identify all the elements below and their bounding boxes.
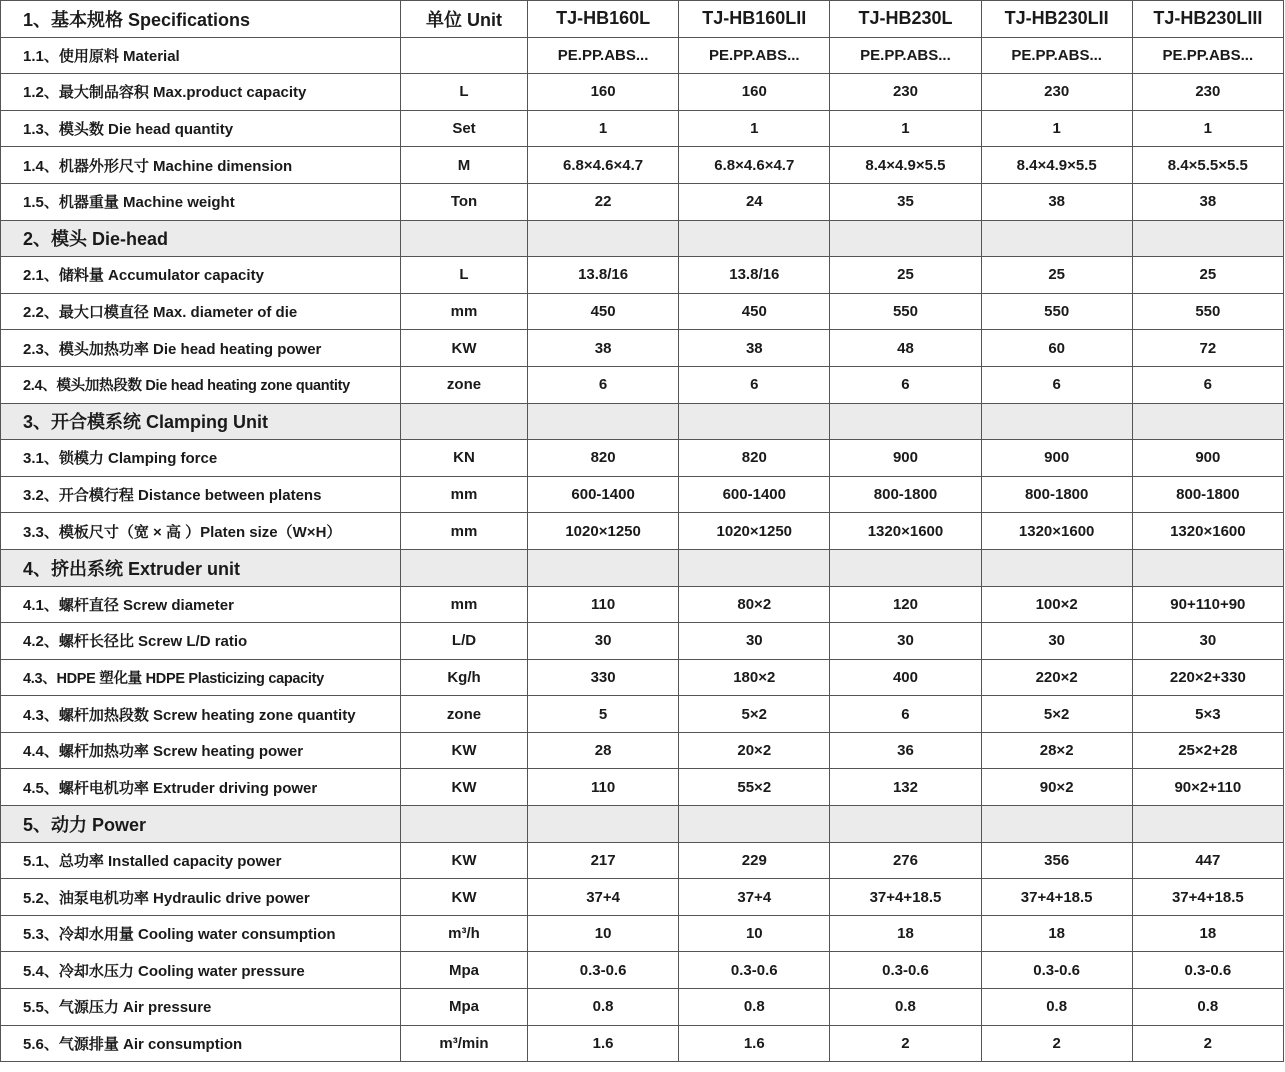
- value-cell: 25: [1132, 257, 1283, 294]
- value-cell: 1: [830, 110, 981, 147]
- row-label: 4.3、螺杆加热段数 Screw heating zone quantity: [1, 696, 401, 733]
- row-unit: Kg/h: [401, 659, 528, 696]
- value-cell: 1: [528, 110, 679, 147]
- value-cell: PE.PP.ABS...: [830, 37, 981, 74]
- section-title: 2、模头 Die-head: [1, 220, 401, 257]
- row-unit: L/D: [401, 623, 528, 660]
- table-row: [1, 842, 1284, 879]
- value-cell: 0.8: [528, 989, 679, 1026]
- value-cell: 0.8: [679, 989, 830, 1026]
- row-label: 5.6、气源排量 Air consumption: [1, 1025, 401, 1062]
- value-cell: 38: [1132, 183, 1283, 220]
- value-cell: 13.8/16: [528, 257, 679, 294]
- value-cell: 18: [981, 915, 1132, 952]
- value-cell: 30: [830, 623, 981, 660]
- value-cell: 0.8: [1132, 989, 1283, 1026]
- row-unit: m³/min: [401, 1025, 528, 1062]
- value-cell: 18: [830, 915, 981, 952]
- unit-header: 单位 Unit: [401, 1, 528, 38]
- value-cell: 6: [679, 366, 830, 403]
- row-unit: KW: [401, 769, 528, 806]
- row-unit: m³/h: [401, 915, 528, 952]
- table-row: [1, 257, 1284, 294]
- table-row: [1, 74, 1284, 111]
- row-label: 4.3、HDPE 塑化量 HDPE Plasticizing capacity: [1, 659, 401, 696]
- value-cell: 160: [679, 74, 830, 111]
- value-cell: PE.PP.ABS...: [1132, 37, 1283, 74]
- value-cell: 276: [830, 842, 981, 879]
- value-cell: 20×2: [679, 732, 830, 769]
- row-label: 2.4、模头加热段数 Die head heating zone quantity: [1, 366, 401, 403]
- value-cell: 1320×1600: [981, 513, 1132, 550]
- value-cell: 550: [1132, 293, 1283, 330]
- row-unit: M: [401, 147, 528, 184]
- value-cell: 48: [830, 330, 981, 367]
- value-cell: 90×2+110: [1132, 769, 1283, 806]
- value-cell: 900: [981, 440, 1132, 477]
- table-row: [1, 879, 1284, 916]
- model-header: TJ-HB230LIII: [1132, 1, 1283, 38]
- table-row: [1, 330, 1284, 367]
- table-row: [1, 659, 1284, 696]
- value-cell: 1320×1600: [1132, 513, 1283, 550]
- row-unit: KW: [401, 732, 528, 769]
- row-unit: zone: [401, 696, 528, 733]
- table-row: [1, 366, 1284, 403]
- value-cell: 6: [830, 696, 981, 733]
- table-row: [1, 623, 1284, 660]
- value-cell: 6.8×4.6×4.7: [679, 147, 830, 184]
- value-cell: 5×2: [679, 696, 830, 733]
- value-cell: 110: [528, 769, 679, 806]
- row-unit: mm: [401, 586, 528, 623]
- value-cell: 220×2: [981, 659, 1132, 696]
- value-cell: 55×2: [679, 769, 830, 806]
- value-cell: 5: [528, 696, 679, 733]
- table-row: [1, 110, 1284, 147]
- row-label: 1.5、机器重量 Machine weight: [1, 183, 401, 220]
- row-label: 1.4、机器外形尺寸 Machine dimension: [1, 147, 401, 184]
- row-label: 1.1、使用原料 Material: [1, 37, 401, 74]
- table-row: [1, 769, 1284, 806]
- value-cell: 600-1400: [679, 476, 830, 513]
- value-cell: 22: [528, 183, 679, 220]
- value-cell: 90×2: [981, 769, 1132, 806]
- value-cell: 1.6: [679, 1025, 830, 1062]
- value-cell: 820: [528, 440, 679, 477]
- row-unit: mm: [401, 293, 528, 330]
- value-cell: 37+4+18.5: [1132, 879, 1283, 916]
- value-cell: 400: [830, 659, 981, 696]
- row-unit: KN: [401, 440, 528, 477]
- spec-header: 1、基本规格 Specifications: [1, 1, 401, 38]
- value-cell: 0.3-0.6: [679, 952, 830, 989]
- table-row: [1, 183, 1284, 220]
- value-cell: 8.4×4.9×5.5: [981, 147, 1132, 184]
- value-cell: 6.8×4.6×4.7: [528, 147, 679, 184]
- value-cell: 30: [981, 623, 1132, 660]
- value-cell: 217: [528, 842, 679, 879]
- value-cell: 10: [679, 915, 830, 952]
- table-row: [1, 37, 1284, 74]
- value-cell: 90+110+90: [1132, 586, 1283, 623]
- value-cell: 28×2: [981, 732, 1132, 769]
- section-header-die-head: [1, 220, 1284, 257]
- value-cell: 25: [981, 257, 1132, 294]
- value-cell: 1320×1600: [830, 513, 981, 550]
- row-label: 2.2、最大口模直径 Max. diameter of die: [1, 293, 401, 330]
- model-header: TJ-HB160L: [528, 1, 679, 38]
- row-label: 4.5、螺杆电机功率 Extruder driving power: [1, 769, 401, 806]
- section-header-clamping: [1, 403, 1284, 440]
- value-cell: 220×2+330: [1132, 659, 1283, 696]
- row-label: 2.1、储料量 Accumulator capacity: [1, 257, 401, 294]
- table-row: [1, 513, 1284, 550]
- value-cell: 180×2: [679, 659, 830, 696]
- row-label: 3.2、开合模行程 Distance between platens: [1, 476, 401, 513]
- value-cell: 900: [1132, 440, 1283, 477]
- value-cell: 0.3-0.6: [528, 952, 679, 989]
- value-cell: 330: [528, 659, 679, 696]
- table-row: [1, 476, 1284, 513]
- section-title: 3、开合模系统 Clamping Unit: [1, 403, 401, 440]
- row-label: 3.3、模板尺寸（宽 × 高 ）Platen size（W×H）: [1, 513, 401, 550]
- table-row: [1, 293, 1284, 330]
- value-cell: 0.3-0.6: [830, 952, 981, 989]
- row-unit: Mpa: [401, 952, 528, 989]
- row-label: 1.2、最大制品容积 Max.product capacity: [1, 74, 401, 111]
- value-cell: 550: [830, 293, 981, 330]
- section-title: 5、动力 Power: [1, 806, 401, 843]
- value-cell: 18: [1132, 915, 1283, 952]
- value-cell: 6: [528, 366, 679, 403]
- value-cell: 132: [830, 769, 981, 806]
- value-cell: 550: [981, 293, 1132, 330]
- row-label: 5.1、总功率 Installed capacity power: [1, 842, 401, 879]
- value-cell: 2: [1132, 1025, 1283, 1062]
- value-cell: 37+4+18.5: [830, 879, 981, 916]
- row-label: 4.4、螺杆加热功率 Screw heating power: [1, 732, 401, 769]
- value-cell: 450: [528, 293, 679, 330]
- value-cell: 447: [1132, 842, 1283, 879]
- value-cell: PE.PP.ABS...: [679, 37, 830, 74]
- row-unit: Mpa: [401, 989, 528, 1026]
- value-cell: 8.4×4.9×5.5: [830, 147, 981, 184]
- value-cell: 35: [830, 183, 981, 220]
- value-cell: 1: [1132, 110, 1283, 147]
- section-title: 4、挤出系统 Extruder unit: [1, 549, 401, 586]
- row-unit: Ton: [401, 183, 528, 220]
- value-cell: 356: [981, 842, 1132, 879]
- value-cell: 800-1800: [830, 476, 981, 513]
- value-cell: 0.8: [830, 989, 981, 1026]
- value-cell: 38: [679, 330, 830, 367]
- row-label: 5.3、冷却水用量 Cooling water consumption: [1, 915, 401, 952]
- table-row: [1, 915, 1284, 952]
- value-cell: 13.8/16: [679, 257, 830, 294]
- value-cell: 8.4×5.5×5.5: [1132, 147, 1283, 184]
- row-label: 4.2、螺杆长径比 Screw L/D ratio: [1, 623, 401, 660]
- table-row: [1, 732, 1284, 769]
- value-cell: 5×2: [981, 696, 1132, 733]
- value-cell: 2: [981, 1025, 1132, 1062]
- value-cell: 110: [528, 586, 679, 623]
- row-unit: KW: [401, 879, 528, 916]
- model-header: TJ-HB230LII: [981, 1, 1132, 38]
- value-cell: 0.3-0.6: [981, 952, 1132, 989]
- value-cell: 6: [1132, 366, 1283, 403]
- table-row: [1, 147, 1284, 184]
- row-unit: zone: [401, 366, 528, 403]
- row-label: 4.1、螺杆直径 Screw diameter: [1, 586, 401, 623]
- value-cell: 25×2+28: [1132, 732, 1283, 769]
- value-cell: 1020×1250: [528, 513, 679, 550]
- value-cell: 450: [679, 293, 830, 330]
- value-cell: 0.3-0.6: [1132, 952, 1283, 989]
- value-cell: 28: [528, 732, 679, 769]
- value-cell: 5×3: [1132, 696, 1283, 733]
- row-unit: KW: [401, 330, 528, 367]
- value-cell: 800-1800: [981, 476, 1132, 513]
- value-cell: 37+4: [679, 879, 830, 916]
- row-unit: KW: [401, 842, 528, 879]
- value-cell: 229: [679, 842, 830, 879]
- model-header: TJ-HB160LII: [679, 1, 830, 38]
- row-unit: [401, 37, 528, 74]
- value-cell: 38: [528, 330, 679, 367]
- section-header-extruder: [1, 549, 1284, 586]
- value-cell: 600-1400: [528, 476, 679, 513]
- table-row: [1, 1025, 1284, 1062]
- table-row: [1, 952, 1284, 989]
- row-unit: L: [401, 257, 528, 294]
- value-cell: 1020×1250: [679, 513, 830, 550]
- value-cell: 10: [528, 915, 679, 952]
- header-row: [1, 1, 1284, 38]
- value-cell: 37+4+18.5: [981, 879, 1132, 916]
- value-cell: 6: [830, 366, 981, 403]
- value-cell: 30: [1132, 623, 1283, 660]
- value-cell: PE.PP.ABS...: [981, 37, 1132, 74]
- value-cell: 2: [830, 1025, 981, 1062]
- value-cell: 230: [830, 74, 981, 111]
- value-cell: 6: [981, 366, 1132, 403]
- value-cell: 230: [981, 74, 1132, 111]
- value-cell: 100×2: [981, 586, 1132, 623]
- value-cell: 24: [679, 183, 830, 220]
- value-cell: 1: [679, 110, 830, 147]
- value-cell: 30: [528, 623, 679, 660]
- value-cell: 80×2: [679, 586, 830, 623]
- value-cell: 0.8: [981, 989, 1132, 1026]
- value-cell: 1.6: [528, 1025, 679, 1062]
- value-cell: 160: [528, 74, 679, 111]
- row-label: 5.2、油泵电机功率 Hydraulic drive power: [1, 879, 401, 916]
- model-header: TJ-HB230L: [830, 1, 981, 38]
- row-unit: Set: [401, 110, 528, 147]
- table-row: [1, 989, 1284, 1026]
- row-label: 1.3、模头数 Die head quantity: [1, 110, 401, 147]
- value-cell: PE.PP.ABS...: [528, 37, 679, 74]
- value-cell: 25: [830, 257, 981, 294]
- row-label: 5.5、气源压力 Air pressure: [1, 989, 401, 1026]
- value-cell: 800-1800: [1132, 476, 1283, 513]
- value-cell: 37+4: [528, 879, 679, 916]
- table-row: [1, 440, 1284, 477]
- row-unit: mm: [401, 476, 528, 513]
- table-row: [1, 586, 1284, 623]
- row-unit: L: [401, 74, 528, 111]
- section-header-power: [1, 806, 1284, 843]
- value-cell: 30: [679, 623, 830, 660]
- value-cell: 1: [981, 110, 1132, 147]
- value-cell: 38: [981, 183, 1132, 220]
- row-label: 2.3、模头加热功率 Die head heating power: [1, 330, 401, 367]
- row-label: 3.1、锁模力 Clamping force: [1, 440, 401, 477]
- value-cell: 60: [981, 330, 1132, 367]
- table-row: [1, 696, 1284, 733]
- value-cell: 230: [1132, 74, 1283, 111]
- row-label: 5.4、冷却水压力 Cooling water pressure: [1, 952, 401, 989]
- value-cell: 900: [830, 440, 981, 477]
- value-cell: 120: [830, 586, 981, 623]
- value-cell: 72: [1132, 330, 1283, 367]
- value-cell: 820: [679, 440, 830, 477]
- value-cell: 36: [830, 732, 981, 769]
- row-unit: mm: [401, 513, 528, 550]
